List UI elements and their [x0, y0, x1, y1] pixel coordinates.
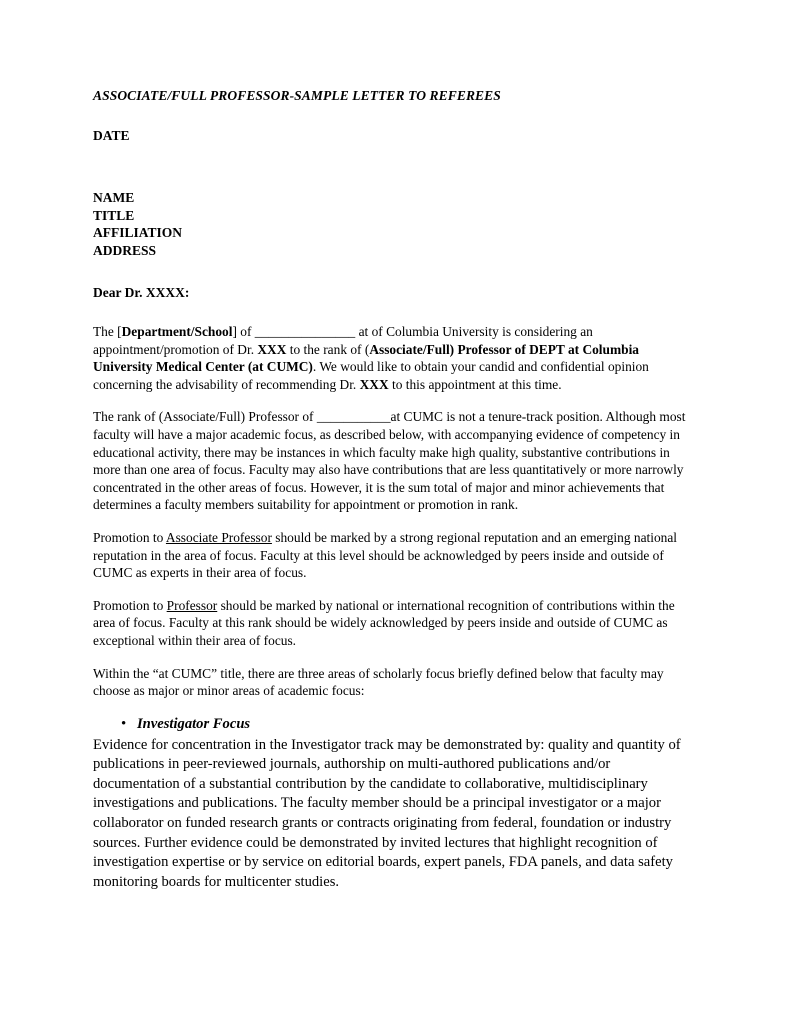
paragraph-investigator-evidence: Evidence for concentration in the Investigator track may be demonstrated by: quality and quantity of publications in peer-reviewed journals, authorship on multi-authored publications and/or documentation of a substantial contribution by the candidate to collaborative, multidisciplinary investigations and publications. The faculty member should be a principal investigator or a major collaborator on funded research grants or contracts originating from federal, foundation or industry sources. Further evidence could be demonstrated by invited lectures that highlight recognition of investigation expertise or by service on editorial boards, expert panels, FDA panels, and data safety monitoring boards for multicenter studies. — [93, 736, 681, 890]
paragraph-areas-of-focus: Within the “at CUMC” title, there are three areas of scholarly focus briefly defined below that faculty may choose as major or minor areas of academic focus: — [93, 665, 664, 699]
bullet-investigator-focus — [93, 715, 698, 734]
recipient-name: NAME — [93, 190, 135, 205]
date-placeholder: DATE — [93, 128, 130, 143]
paragraph-associate-professor — [93, 529, 698, 582]
recipient-title: TITLE — [93, 207, 135, 223]
para3-part2: should be marked by a strong regional reputation and an emerging national reputation in the area of focus. Faculty at this level should be acknowledged by peers inside and outside of CUMC as experts in their area of focus. — [93, 529, 678, 581]
paragraph-intro — [93, 323, 698, 393]
para1-part5: to this appointment at this time. — [388, 376, 562, 392]
bullet-icon: • — [121, 715, 127, 732]
document-title: ASSOCIATE/FULL PROFESSOR-SAMPLE LETTER TO REFEREES — [93, 88, 501, 103]
recipient-affiliation: AFFILIATION — [93, 225, 183, 240]
para4-part2: should be marked by national or international recognition of contributions within the area of focus. Faculty at this rank should be widely acknowledged by peers inside and outside of CUMC as exceptional within their area of focus. — [93, 597, 675, 648]
paragraph-professor — [93, 597, 698, 650]
para1-part3: to the rank of ( — [286, 341, 370, 357]
para1-bold-rank: Associate/Full) Professor of DEPT at Columbia University Medical Center (at CUMC) — [93, 341, 639, 375]
para4-part1: Promotion to — [93, 597, 167, 613]
paragraph-rank-description: The rank of (Associate/Full) Professor of ___________at CUMC is not a tenure-track position. Although most faculty will have a major academic focus, as described below, with accompanying evidence of competency in educational activity, there may be instances in which faculty make high quality, substantive contributions in more than one area of focus. Faculty may also have contributions that are less quantitatively or more narrowly concentrated in the other areas of focus. However, it is the sum total of major and minor achievements that determines a faculty members suitability for appointment or promotion in rank. — [93, 409, 686, 513]
para1-part2: ] of _______________ at of Columbia University is considering an appointment/promotion of Dr. — [93, 324, 593, 357]
para1-part4: . We would like to obtain your candid and confidential opinion concerning the advisability of recommending Dr. — [93, 359, 649, 392]
salutation: Dear Dr. XXXX: — [93, 285, 190, 300]
recipient-address: ADDRESS — [93, 242, 157, 258]
para4-underline-professor: Professor — [166, 597, 218, 613]
para1-bold-department: Department/School — [121, 324, 233, 339]
para3-underline-associate-professor: Associate Professor — [165, 529, 272, 545]
para1-part1: The [ — [93, 324, 122, 339]
recipient-address-block — [93, 189, 698, 259]
para1-bold-xxx-2: XXX — [359, 376, 389, 392]
para1-bold-xxx-1: XXX — [257, 341, 287, 357]
bullet-label-investigator-focus: Investigator Focus — [137, 715, 251, 732]
para3-part1: Promotion to — [93, 529, 166, 545]
